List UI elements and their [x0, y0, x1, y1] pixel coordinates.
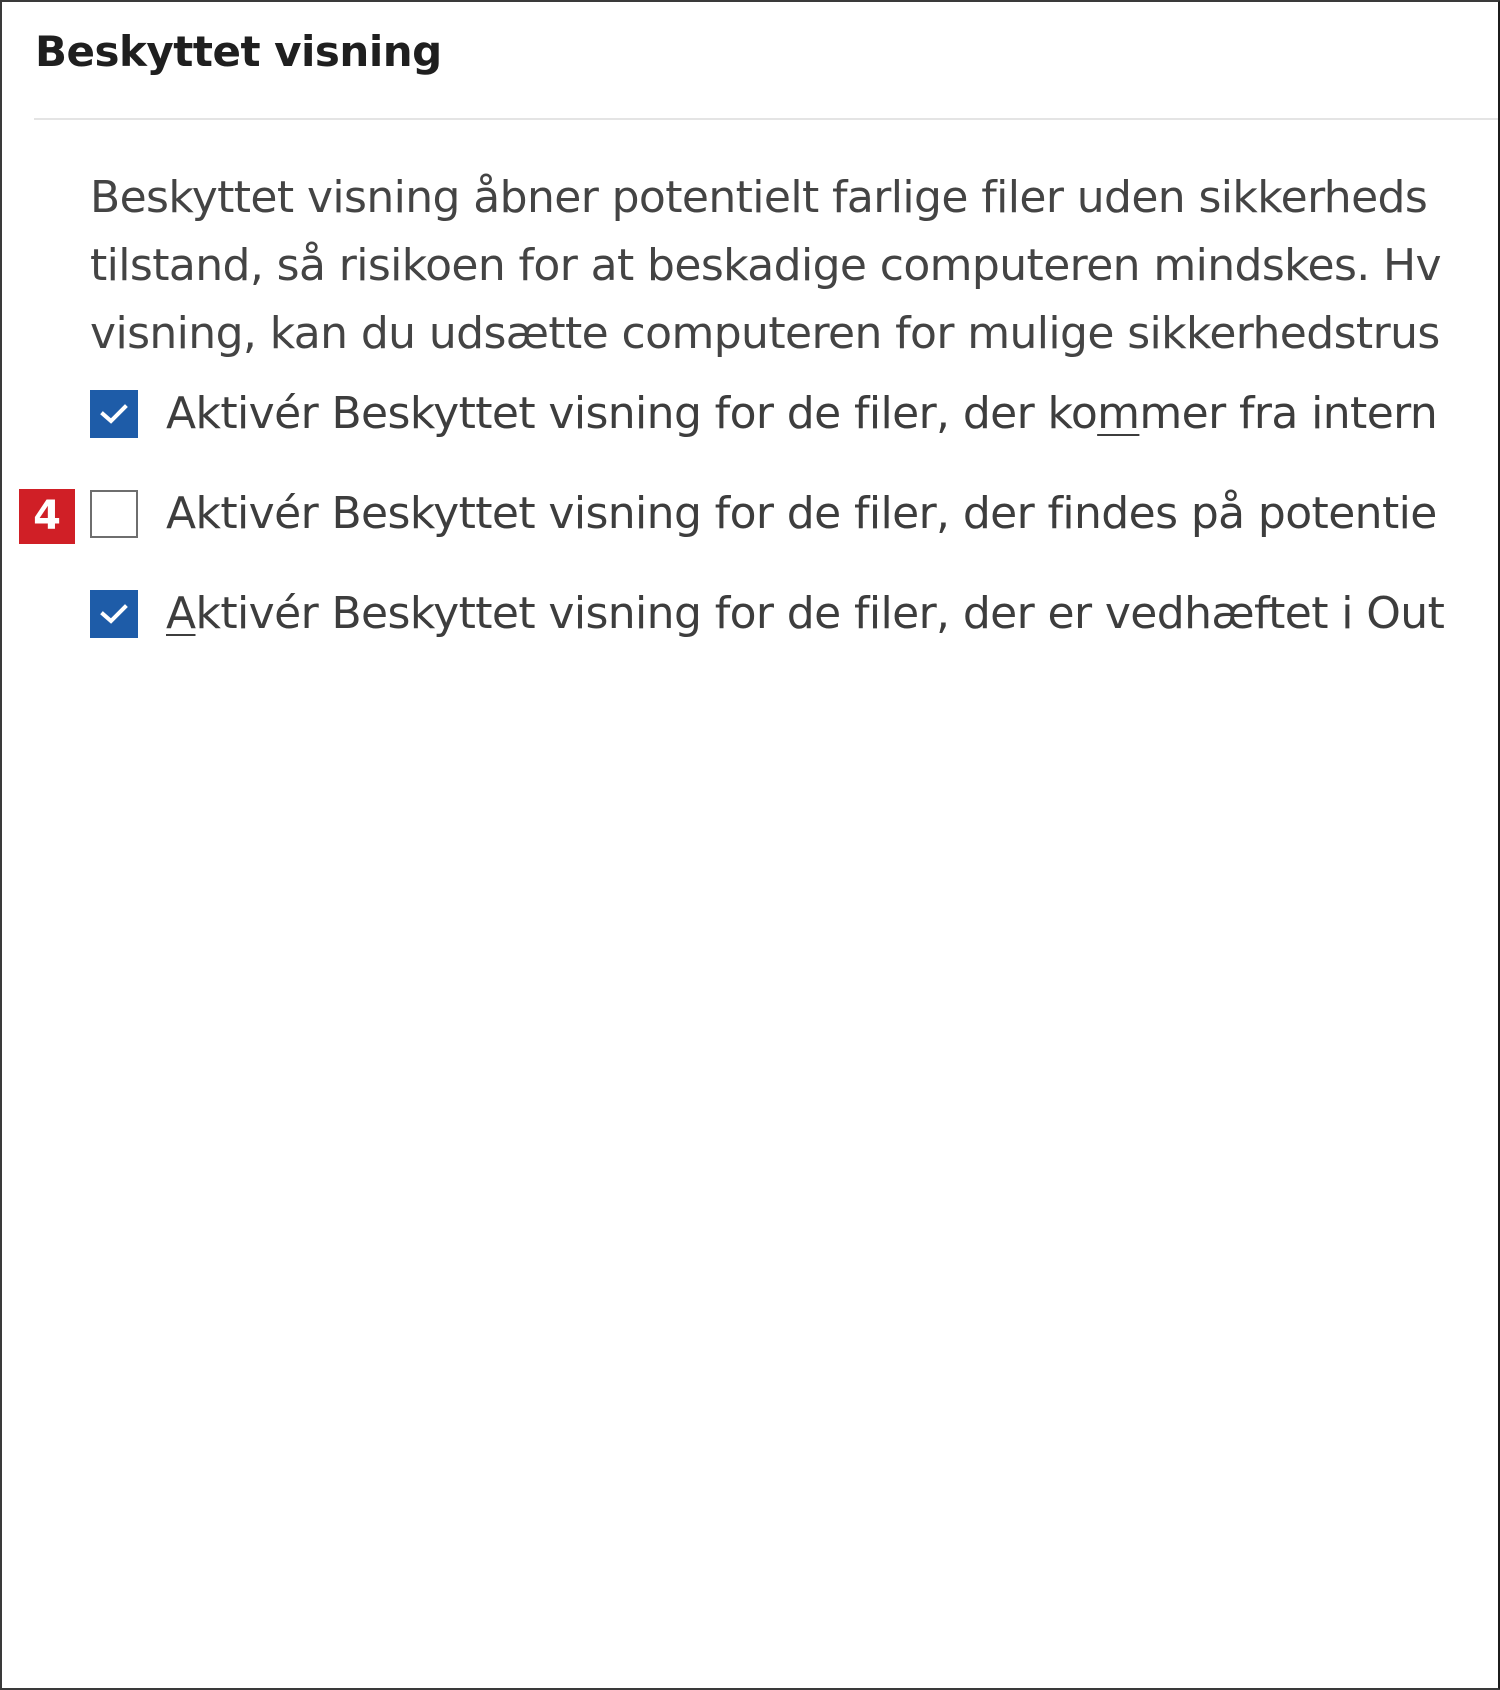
- section-title: Beskyttet visning: [35, 27, 442, 76]
- accelerator-key: A: [166, 588, 196, 639]
- description-line: tilstand, så risikoen for at beskadige computeren mindskes. Hv: [90, 240, 1441, 291]
- step-number-badge: 4: [19, 489, 75, 544]
- internet-files-checkbox[interactable]: [90, 390, 138, 438]
- outlook-attachments-label: [166, 586, 1444, 642]
- accelerator-key: m: [1097, 388, 1140, 439]
- label-text: mer fra intern: [1139, 388, 1438, 439]
- option-outlook-attachments[interactable]: [90, 586, 1444, 642]
- label-text: Aktivér Beskyttet visning for de filer, der ko: [166, 388, 1098, 439]
- outlook-attachments-checkbox[interactable]: [90, 590, 138, 638]
- internet-files-label: [166, 386, 1437, 442]
- description-text: [90, 164, 1500, 368]
- checkmark-icon: [99, 602, 129, 626]
- option-unsafe-locations[interactable]: [90, 486, 1437, 542]
- label-text: ktivér Beskyttet visning for de filer, der er vedhæftet i Out: [195, 588, 1445, 639]
- description-line: Beskyttet visning åbner potentielt farlige filer uden sikkerheds: [90, 172, 1428, 223]
- description-line: visning, kan du udsætte computeren for mulige sikkerhedstrus: [90, 308, 1440, 359]
- label-text: Aktivér Beskyttet visning for de filer, der findes på potentie: [166, 488, 1437, 539]
- option-internet-files[interactable]: [90, 386, 1437, 442]
- checkmark-icon: [99, 402, 129, 426]
- section-divider: [34, 118, 1498, 120]
- unsafe-locations-label: [166, 486, 1437, 542]
- unsafe-locations-checkbox[interactable]: [90, 490, 138, 538]
